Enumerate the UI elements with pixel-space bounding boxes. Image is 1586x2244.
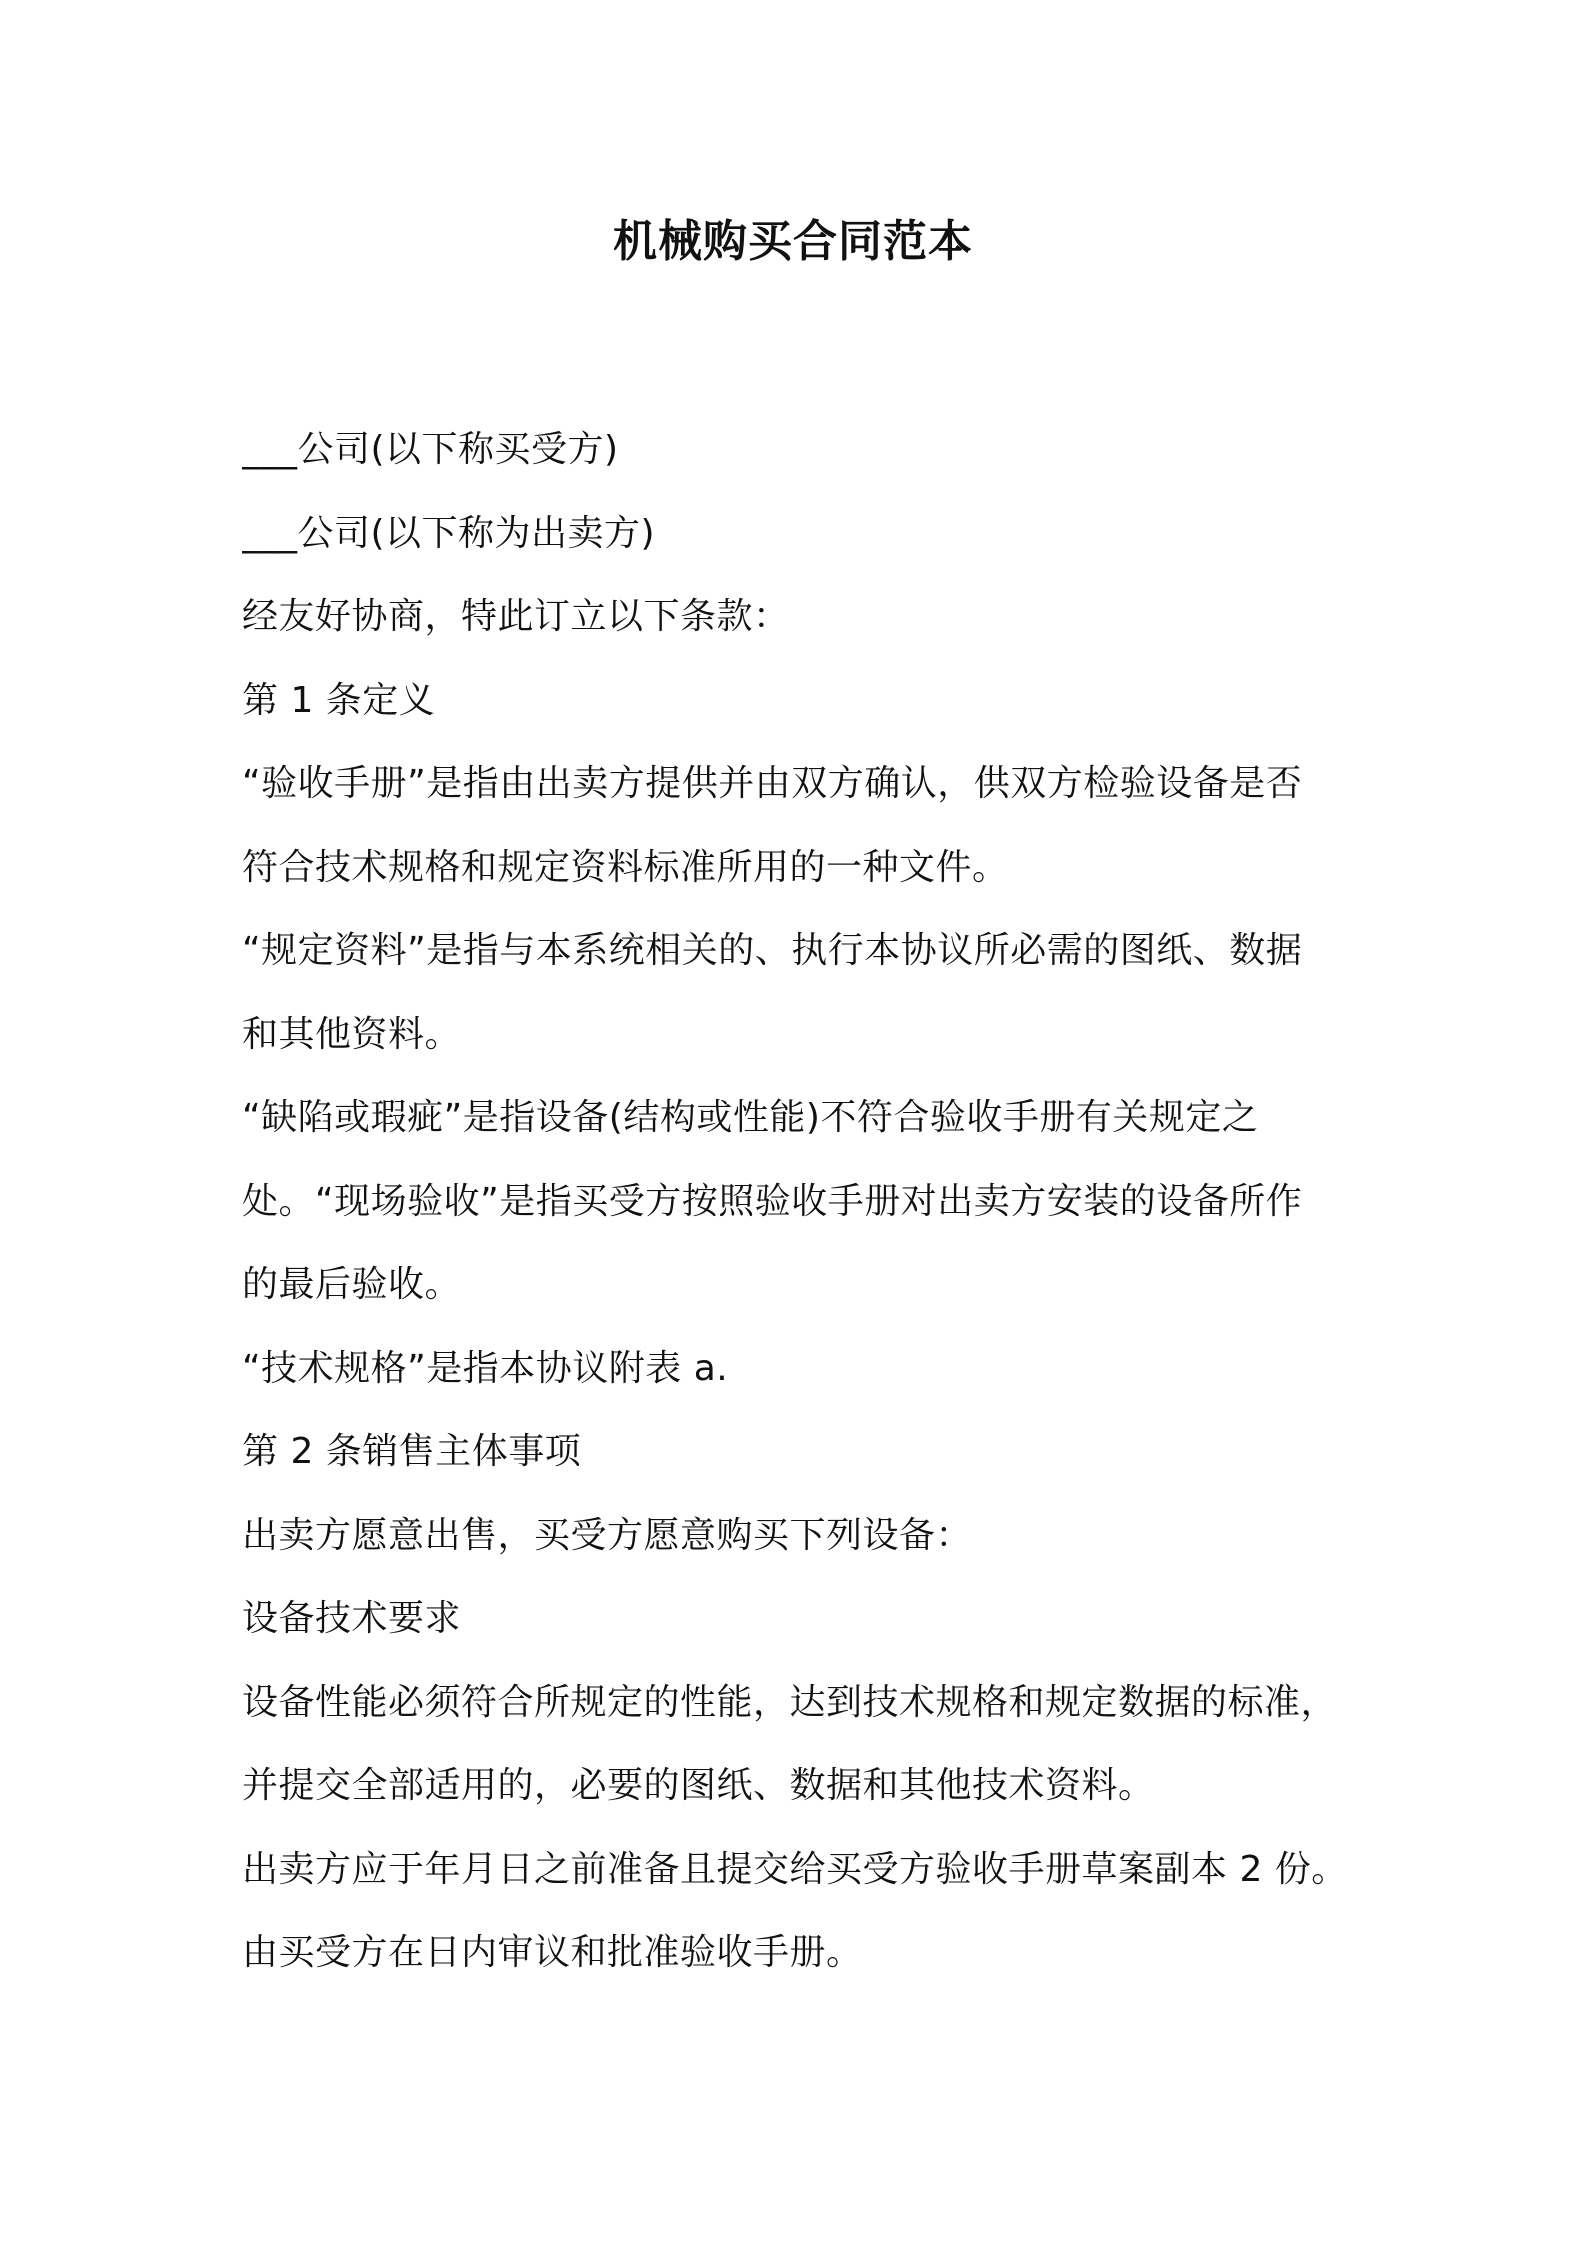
buyer-party-line: ___公司(以下称买受方) [242, 429, 619, 470]
definition-site-acceptance-line-1: 处。“现场验收”是指买受方按照验收手册对出卖方安装的设备所作 [242, 1180, 1303, 1222]
definition-acceptance-manual-line-2: 符合技术规格和规定资料标准所用的一种文件。 [242, 846, 1009, 888]
preamble-line: 经友好协商，特此订立以下条款： [242, 596, 790, 637]
sale-subject-line: 出卖方愿意出售，买受方愿意购买下列设备： [242, 1514, 973, 1556]
article-2-heading: 第 2 条销售主体事项 [242, 1431, 582, 1472]
seller-party-line: ___公司(以下称为出卖方) [242, 512, 656, 554]
manual-draft-submission-line: 出卖方应于年月日之前准备且提交给买受方验收手册草案副本 2 份。 [242, 1848, 1348, 1890]
definition-site-acceptance-line-2: 的最后验收。 [242, 1264, 462, 1305]
article-1-heading: 第 1 条定义 [242, 679, 436, 721]
performance-requirement-line-2: 并提交全部适用的，必要的图纸、数据和其他技术资料。 [242, 1765, 1155, 1806]
definition-defect-line-1: “缺陷或瑕疵”是指设备(结构或性能)不符合验收手册有关规定之 [242, 1097, 1259, 1138]
definition-acceptance-manual-line-1: “验收手册”是指由出卖方提供并由双方确认，供双方检验设备是否 [242, 763, 1303, 804]
performance-requirement-line-1: 设备性能必须符合所规定的性能，达到技术规格和规定数据的标准， [242, 1681, 1338, 1723]
definition-technical-spec-line: “技术规格”是指本协议附表 a. [242, 1347, 729, 1389]
definition-specified-data-line-2: 和其他资料。 [242, 1013, 462, 1055]
manual-approval-line: 由买受方在日内审议和批准验收手册。 [242, 1932, 863, 1973]
equipment-requirements-heading: 设备技术要求 [242, 1598, 462, 1639]
definition-specified-data-line-1: “规定资料”是指与本系统相关的、执行本协议所必需的图纸、数据 [242, 930, 1303, 971]
document-body [242, 408, 1362, 1995]
document-title: 机械购买合同范本 [613, 216, 973, 267]
